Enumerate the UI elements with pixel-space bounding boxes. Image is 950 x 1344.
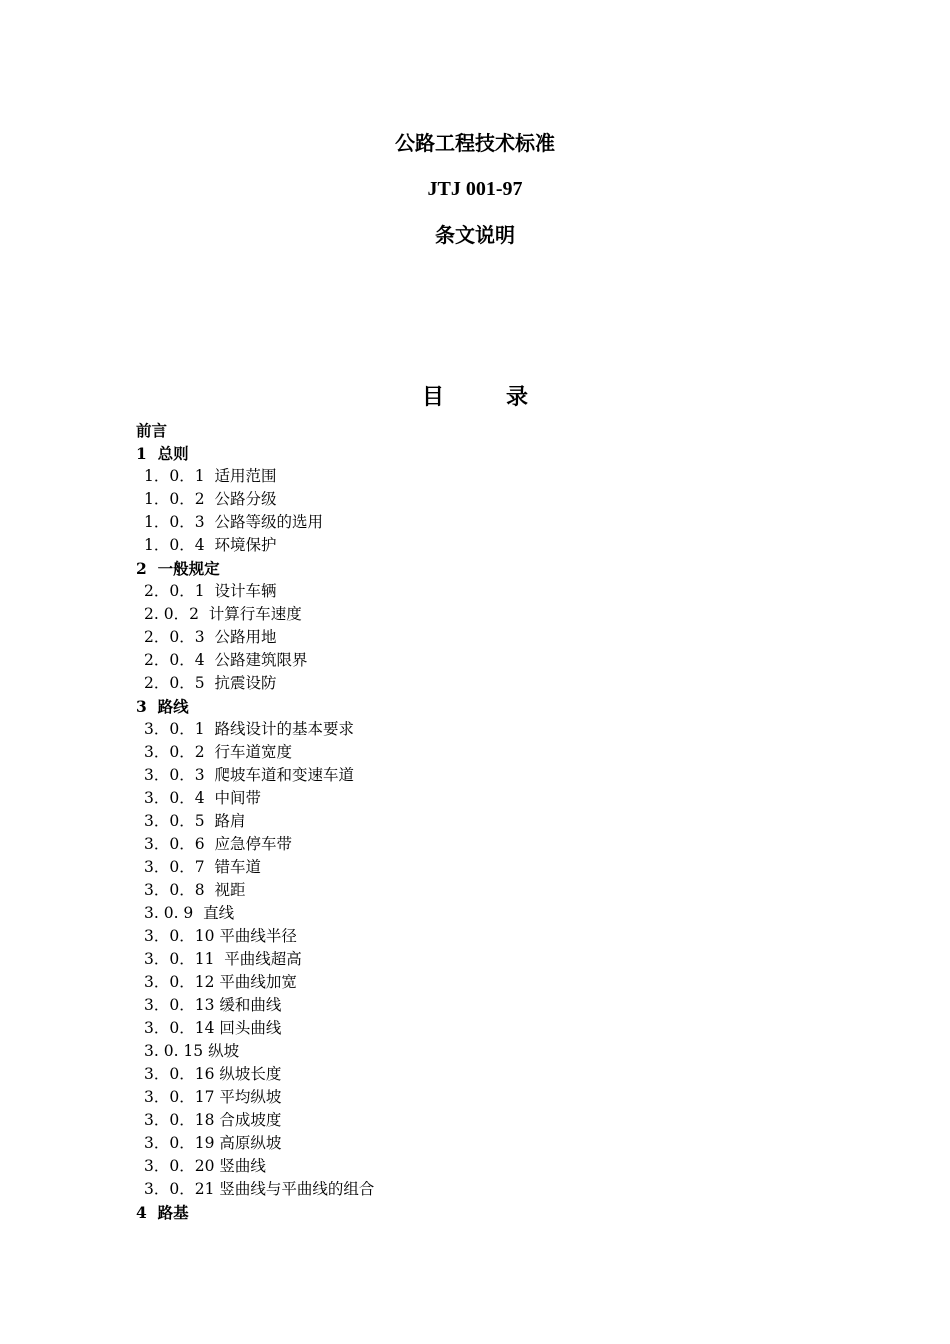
toc-item: 3．0．13 缓和曲线 <box>144 996 282 1014</box>
toc-item: 2．0．3 公路用地 <box>144 628 277 646</box>
document-title: 公路工程技术标准 <box>395 131 555 155</box>
document-code: JTJ 001-97 <box>427 178 523 200</box>
toc-item: 3．0．16 纵坡长度 <box>144 1065 282 1083</box>
toc-item: 3．0．8 视距 <box>144 881 246 899</box>
toc-item: 3．0．17 平均纵坡 <box>144 1088 282 1106</box>
toc-item: 1．0．4 环境保护 <box>144 536 277 554</box>
toc-heading: 目 录 <box>421 384 548 410</box>
toc-item: 1．0．3 公路等级的选用 <box>144 513 323 531</box>
toc-item: 3．0．1 路线设计的基本要求 <box>144 720 354 738</box>
toc-section-heading: 2 一般规定 <box>136 559 220 578</box>
toc-section-heading: 1 总则 <box>136 444 189 463</box>
toc-item: 3．0．3 爬坡车道和变速车道 <box>144 766 354 784</box>
toc-item: 3. 0. 9 直线 <box>144 904 235 922</box>
toc-item: 3．0．21 竖曲线与平曲线的组合 <box>144 1180 375 1198</box>
toc-section-heading: 3 路线 <box>136 697 189 716</box>
toc-item: 3．0．12 平曲线加宽 <box>144 973 297 991</box>
toc-section-heading: 前言 <box>136 421 168 440</box>
toc-item: 3．0．19 高原纵坡 <box>144 1134 282 1152</box>
toc-item: 3．0．5 路肩 <box>144 812 246 830</box>
toc-item: 3．0．10 平曲线半径 <box>144 927 297 945</box>
toc-item: 3．0．4 中间带 <box>144 789 261 807</box>
toc-item: 1．0．1 适用范围 <box>144 467 277 485</box>
toc-item: 3. 0. 15 纵坡 <box>144 1042 240 1060</box>
toc-item: 3．0．7 错车道 <box>144 858 261 876</box>
toc-item: 2．0．1 设计车辆 <box>144 582 277 600</box>
toc-item: 3．0．2 行车道宽度 <box>144 743 292 761</box>
title-block <box>0 128 950 266</box>
toc-item: 2．0．5 抗震设防 <box>144 674 277 692</box>
document-subtitle: 条文说明 <box>435 223 515 247</box>
toc-section-heading: 4 路基 <box>136 1203 189 1222</box>
toc-item: 3．0．18 合成坡度 <box>144 1111 282 1129</box>
toc-item: 2. 0．2 计算行车速度 <box>144 605 302 623</box>
toc-item: 2．0．4 公路建筑限界 <box>144 651 308 669</box>
table-of-contents <box>136 419 736 1224</box>
toc-item: 1．0．2 公路分级 <box>144 490 277 508</box>
toc-item: 3．0．20 竖曲线 <box>144 1157 266 1175</box>
toc-item: 3．0．6 应急停车带 <box>144 835 292 853</box>
toc-item: 3．0．14 回头曲线 <box>144 1019 282 1037</box>
toc-item: 3．0．11 平曲线超高 <box>144 950 302 968</box>
